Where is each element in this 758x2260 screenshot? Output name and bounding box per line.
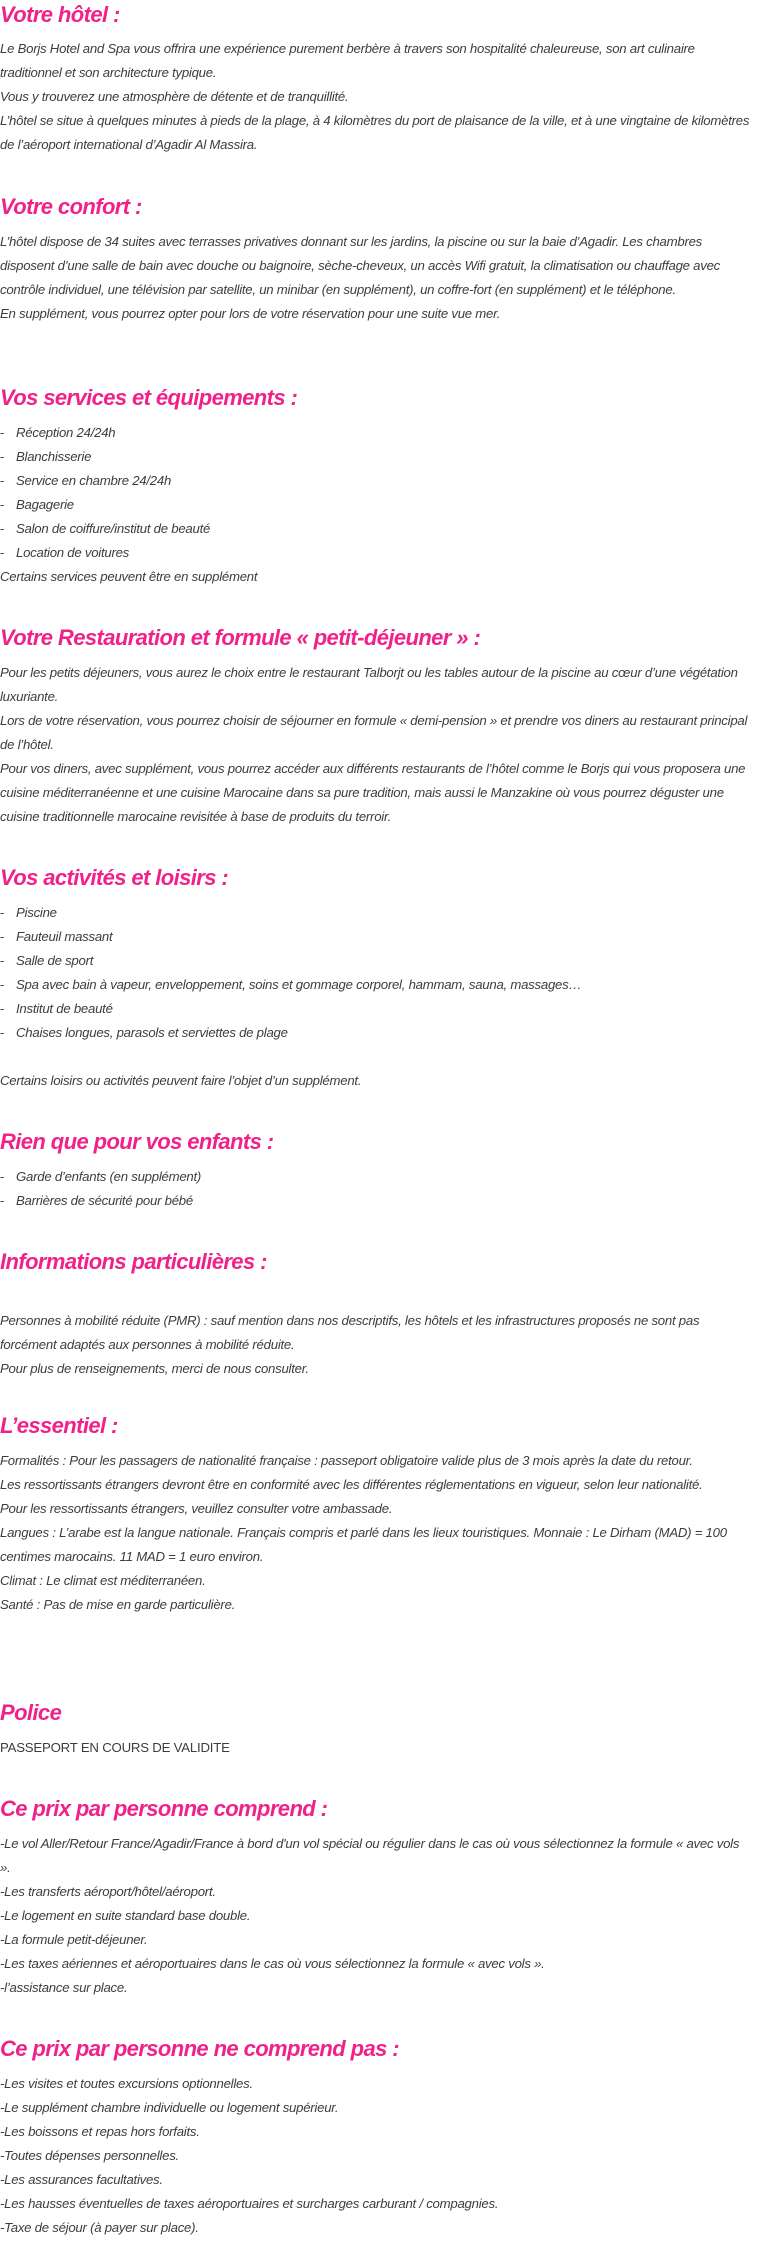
list-item-text: Bagagerie <box>16 497 74 512</box>
list-item-text: Institut de beauté <box>16 1001 113 1016</box>
dash-bullet: - <box>0 449 5 464</box>
section-restauration <box>0 623 752 829</box>
list-item <box>0 1189 752 1213</box>
section-hotel <box>0 0 752 157</box>
activites-note: Certains loisirs ou activités peuvent faire l’objet d’un supplément. <box>0 1073 362 1088</box>
list-item-text: Salle de sport <box>16 953 94 968</box>
essentiel-paragraph: Les ressortissants étrangers devront être en conformité avec les différentes réglementations en vigueur, selon leur nationalité. <box>0 1477 703 1492</box>
list-item <box>0 973 752 997</box>
section-title-hotel: Votre hôtel : <box>0 2 120 27</box>
essentiel-paragraph: Climat : Le climat est méditerranéen. <box>0 1573 206 1588</box>
restauration-paragraph: Lors de votre réservation, vous pourrez choisir de séjourner en formule « demi-pension » et prendre vos diners au restaurant principal de l’hôtel. <box>0 713 748 752</box>
list-item-text: Salon de coiffure/institut de beauté <box>16 521 211 536</box>
comprend-item: -La formule petit-déjeuner. <box>0 1932 148 1947</box>
list-item <box>0 949 752 973</box>
ne-comprend-pas-item: -Toutes dépenses personnelles. <box>0 2148 179 2163</box>
essentiel-paragraph: Langues : L’arabe est la langue nationale. Français compris et parlé dans les lieux touristiques. Monnaie : Le Dirham (MAD) = 100 centimes marocains. 11 MAD = 1 euro environ. <box>0 1525 727 1564</box>
list-item-text: Spa avec bain à vapeur, enveloppement, soins et gommage corporel, hammam, sauna, massages… <box>16 977 582 992</box>
enfants-list <box>0 1165 752 1213</box>
section-title-restauration: Votre Restauration et formule « petit-déjeuner » : <box>0 625 481 650</box>
dash-bullet: - <box>0 545 5 560</box>
section-title-essentiel: L’essentiel : <box>0 1413 118 1438</box>
hotel-paragraph: L’hôtel se situe à quelques minutes à pieds de la plage, à 4 kilomètres du port de plaisance de la ville, et à une vingtaine de kilomètres de l’aéroport international d’Agadir Al Massira. <box>0 113 750 152</box>
list-item-text: Barrières de sécurité pour bébé <box>16 1193 193 1208</box>
dash-bullet: - <box>0 497 5 512</box>
list-item <box>0 493 752 517</box>
list-item <box>0 1165 752 1189</box>
ne-comprend-pas-item: -Le supplément chambre individuelle ou logement supérieur. <box>0 2100 339 2115</box>
dash-bullet: - <box>0 953 5 968</box>
confort-paragraph: L’hôtel dispose de 34 suites avec terrasses privatives donnant sur les jardins, la piscine ou sur la baie d’Agadir. Les chambres disposent d’une salle de bain avec douche ou baignoire, sèche-cheveux, un accès Wifi gratuit, la climatisation ou chauffage avec contrôle individuel, une télévision par satellite, un minibar (en supplément), un coffre-fort (en supplément) et le téléphone. <box>0 234 721 297</box>
section-title-confort: Votre confort : <box>0 194 142 219</box>
section-infos <box>0 1247 752 1381</box>
list-item <box>0 997 752 1021</box>
section-title-police: Police <box>0 1700 62 1725</box>
section-enfants <box>0 1127 752 1213</box>
dash-bullet: - <box>0 1193 5 1208</box>
section-confort <box>0 192 752 326</box>
section-activites <box>0 863 752 1093</box>
list-item-text: Service en chambre 24/24h <box>16 473 172 488</box>
police-text: PASSEPORT EN COURS DE VALIDITE <box>0 1740 230 1755</box>
list-item-text: Fauteuil massant <box>16 929 113 944</box>
section-title-services: Vos services et équipements : <box>0 385 298 410</box>
list-item-text: Piscine <box>16 905 57 920</box>
section-essentiel <box>0 1411 752 1617</box>
restauration-paragraph: Pour vos diners, avec supplément, vous pourrez accéder aux différents restaurants de l’hôtel comme le Borjs qui vous proposera une cuisine méditerranéenne et une cuisine Marocaine dans sa pure tradition, mais aussi le Manzakine où vous pourrez déguster une cuisine traditionnelle marocaine revisitée à base de produits du terroir. <box>0 761 746 824</box>
dash-bullet: - <box>0 425 5 440</box>
services-list <box>0 421 752 565</box>
ne-comprend-pas-item: -Les boissons et repas hors forfaits. <box>0 2124 200 2139</box>
dash-bullet: - <box>0 1025 5 1040</box>
ne-comprend-pas-item: -Les visites et toutes excursions optionnelles. <box>0 2076 253 2091</box>
section-title-comprend: Ce prix par personne comprend : <box>0 1796 328 1821</box>
list-item-text: Location de voitures <box>16 545 130 560</box>
hotel-paragraph: Le Borjs Hotel and Spa vous offrira une expérience purement berbère à travers son hospitalité chaleureuse, son art culinaire traditionnel et son architecture typique. <box>0 41 695 80</box>
activites-list <box>0 901 752 1045</box>
services-note: Certains services peuvent être en supplément <box>0 569 258 584</box>
comprend-item: -Le logement en suite standard base double. <box>0 1908 251 1923</box>
restauration-paragraph: Pour les petits déjeuners, vous aurez le choix entre le restaurant Talborjt ou les tables autour de la piscine au cœur d’une végétation luxuriante. <box>0 665 738 704</box>
ne-comprend-pas-item: -Les hausses éventuelles de taxes aéroportuaires et surcharges carburant / compagnies. <box>0 2196 499 2211</box>
list-item <box>0 541 752 565</box>
confort-paragraph: En supplément, vous pourrez opter pour lors de votre réservation pour une suite vue mer. <box>0 306 501 321</box>
dash-bullet: - <box>0 1169 5 1184</box>
list-item <box>0 901 752 925</box>
dash-bullet: - <box>0 977 5 992</box>
list-item-text: Chaises longues, parasols et serviettes de plage <box>16 1025 288 1040</box>
section-ne-comprend-pas <box>0 2034 752 2240</box>
comprend-item: -Le vol Aller/Retour France/Agadir/France à bord d'un vol spécial ou régulier dans le cas où vous sélectionnez la formule « avec vols ». <box>0 1836 740 1875</box>
list-item <box>0 925 752 949</box>
section-services <box>0 383 752 589</box>
ne-comprend-pas-item: -Les assurances facultatives. <box>0 2172 163 2187</box>
section-title-activites: Vos activités et loisirs : <box>0 865 229 890</box>
infos-paragraph: Personnes à mobilité réduite (PMR) : sauf mention dans nos descriptifs, les hôtels et les infrastructures proposés ne sont pas forcément adaptés aux personnes à mobilité réduite. <box>0 1313 700 1352</box>
essentiel-paragraph: Formalités : Pour les passagers de nationalité française : passeport obligatoire valide plus de 3 mois après la date du retour. <box>0 1453 693 1468</box>
dash-bullet: - <box>0 929 5 944</box>
list-item <box>0 517 752 541</box>
dash-bullet: - <box>0 521 5 536</box>
list-item <box>0 1021 752 1045</box>
comprend-item: -l’assistance sur place. <box>0 1980 128 1995</box>
section-title-infos: Informations particulières : <box>0 1249 267 1274</box>
dash-bullet: - <box>0 1001 5 1016</box>
list-item <box>0 445 752 469</box>
comprend-item: -Les transferts aéroport/hôtel/aéroport. <box>0 1884 216 1899</box>
section-police <box>0 1698 752 1760</box>
essentiel-paragraph: Pour les ressortissants étrangers, veuillez consulter votre ambassade. <box>0 1501 393 1516</box>
hotel-paragraph: Vous y trouverez une atmosphère de détente et de tranquillité. <box>0 89 349 104</box>
list-item <box>0 469 752 493</box>
list-item-text: Réception 24/24h <box>16 425 116 440</box>
section-title-ne-comprend-pas: Ce prix par personne ne comprend pas : <box>0 2036 399 2061</box>
section-comprend <box>0 1794 752 2000</box>
dash-bullet: - <box>0 905 5 920</box>
essentiel-paragraph: Santé : Pas de mise en garde particulière. <box>0 1597 236 1612</box>
ne-comprend-pas-item: -Taxe de séjour (à payer sur place). <box>0 2220 199 2235</box>
comprend-item: -Les taxes aériennes et aéroportuaires dans le cas où vous sélectionnez la formule « avec vols ». <box>0 1956 545 1971</box>
infos-paragraph: Pour plus de renseignements, merci de nous consulter. <box>0 1361 309 1376</box>
list-item-text: Blanchisserie <box>16 449 92 464</box>
list-item <box>0 421 752 445</box>
dash-bullet: - <box>0 473 5 488</box>
list-item-text: Garde d’enfants (en supplément) <box>16 1169 202 1184</box>
section-title-enfants: Rien que pour vos enfants : <box>0 1129 274 1154</box>
